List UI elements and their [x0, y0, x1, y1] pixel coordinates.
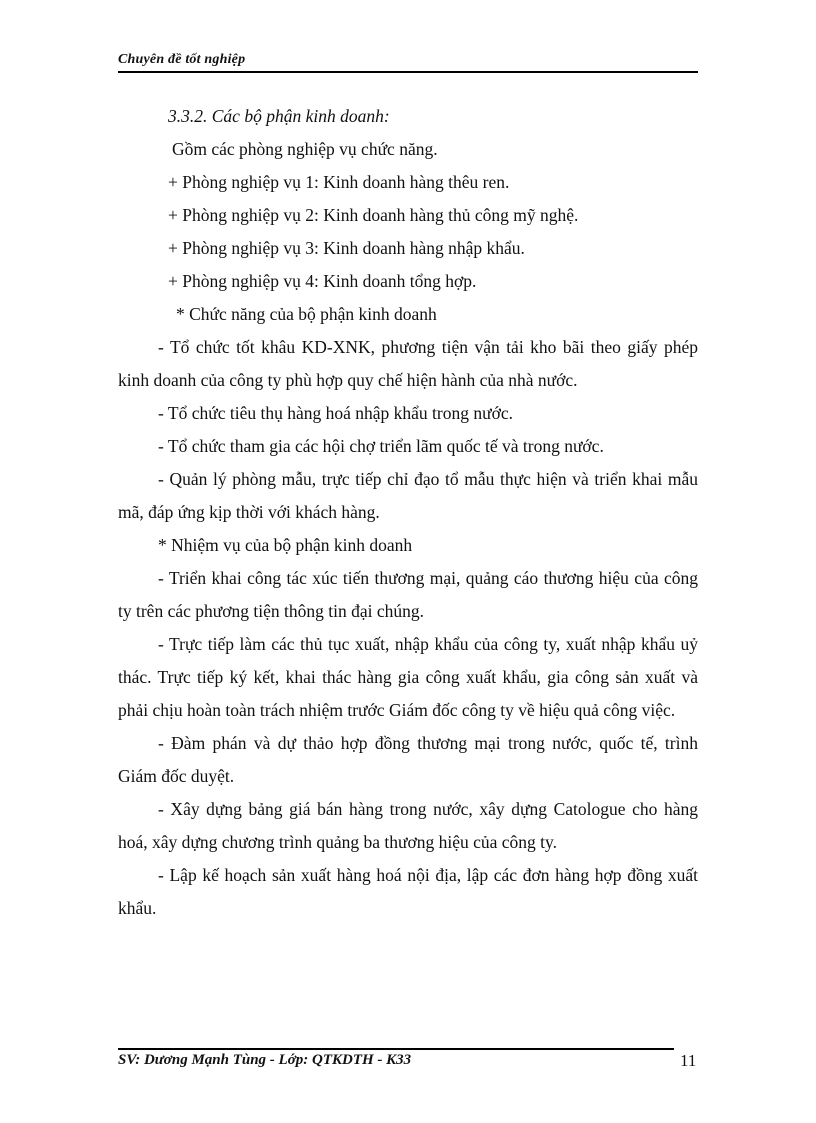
department-item: + Phòng nghiệp vụ 1: Kinh doanh hàng thêu ren.: [168, 172, 510, 192]
function-paragraph: - Quản lý phòng mẫu, trực tiếp chỉ đạo tổ mẫu thực hiện và triển khai mẫu mã, đáp ứng kịp thời với khách hàng.: [118, 469, 698, 522]
footer-author: SV: Dương Mạnh Tùng - Lớp: QTKDTH - K33: [118, 1052, 412, 1068]
duty-paragraph: - Trực tiếp làm các thủ tục xuất, nhập khẩu của công ty, xuất nhập khẩu uỷ thác. Trực tiếp ký kết, khai thác hàng gia công xuất khẩu, gia công sản xuất và phải chịu hoàn toàn trách nhiệm trước Giám đốc công ty về hiệu quả công việc.: [118, 634, 698, 720]
functions-heading: * Chức năng của bộ phận kinh doanh: [176, 304, 437, 324]
footer-divider: [118, 1048, 674, 1050]
function-paragraph: - Tổ chức tiêu thụ hàng hoá nhập khẩu trong nước.: [158, 403, 513, 423]
duty-paragraph: - Triển khai công tác xúc tiến thương mại, quảng cáo thương hiệu của công ty trên các phương tiện thông tin đại chúng.: [118, 568, 698, 621]
header-title: Chuyên đề tốt nghiệp: [118, 52, 246, 67]
duty-paragraph: - Đàm phán và dự thảo hợp đồng thương mại trong nước, quốc tế, trình Giám đốc duyệt.: [118, 733, 698, 786]
department-item: + Phòng nghiệp vụ 3: Kinh doanh hàng nhập khẩu.: [168, 238, 525, 258]
department-item: + Phòng nghiệp vụ 4: Kinh doanh tổng hợp.: [168, 271, 477, 291]
page-content: [118, 100, 698, 925]
intro-text: Gồm các phòng nghiệp vụ chức năng.: [172, 139, 438, 159]
header-divider: [118, 71, 698, 73]
function-paragraph: - Tổ chức tốt khâu KD-XNK, phương tiện vận tải kho bãi theo giấy phép kinh doanh của công ty phù hợp quy chế hiện hành của nhà nước.: [118, 337, 698, 390]
page-number: 11: [680, 1051, 697, 1070]
department-item: + Phòng nghiệp vụ 2: Kinh doanh hàng thủ công mỹ nghệ.: [168, 205, 579, 225]
duty-paragraph: - Xây dựng bảng giá bán hàng trong nước, xây dựng Catologue cho hàng hoá, xây dựng chương trình quảng ba thương hiệu của công ty.: [118, 799, 698, 852]
function-paragraph: - Tổ chức tham gia các hội chợ triển lãm quốc tế và trong nước.: [158, 436, 604, 456]
duties-heading: * Nhiệm vụ của bộ phận kinh doanh: [158, 535, 413, 555]
duty-paragraph: - Lập kế hoạch sản xuất hàng hoá nội địa, lập các đơn hàng hợp đồng xuất khẩu.: [118, 865, 698, 918]
section-heading: 3.3.2. Các bộ phận kinh doanh:: [168, 106, 390, 126]
